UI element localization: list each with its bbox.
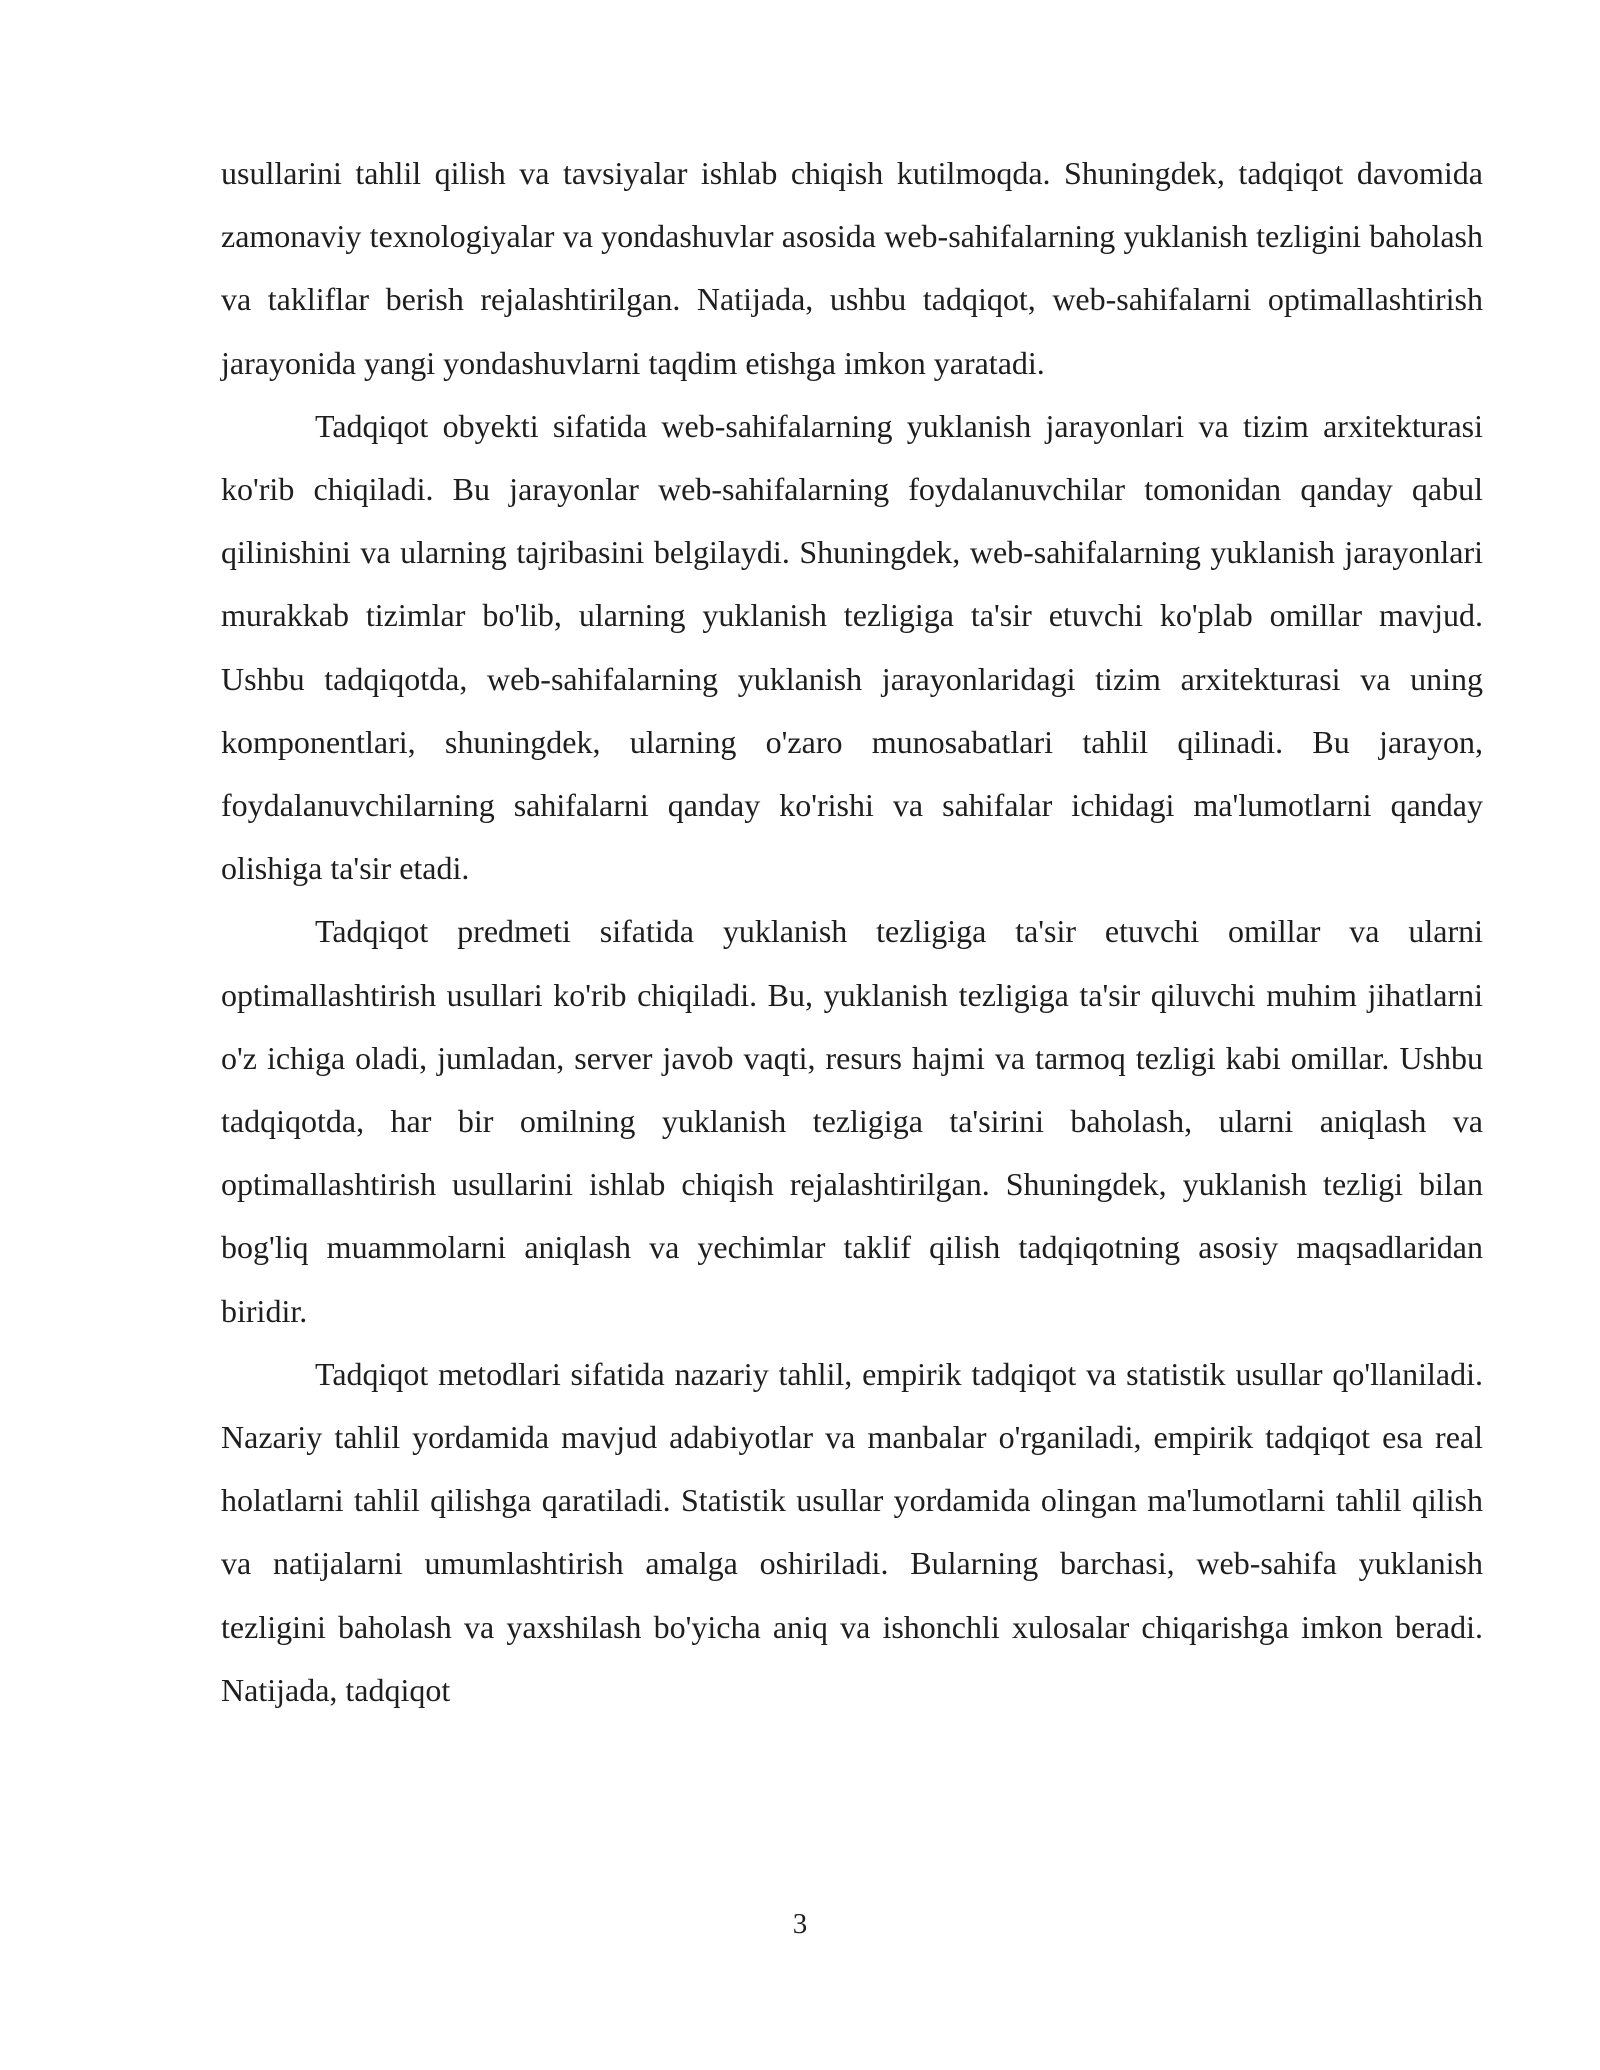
body-text [221,142,1483,1722]
paragraph-3: Tadqiqot predmeti sifatida yuklanish tezligiga ta'sir etuvchi omillar va ularni optimallashtirish usullari ko'rib chiqiladi. Bu, yuklanish tezligiga ta'sir qiluvchi muhim jihatlarni o'z ichiga oladi, jumladan, server javob vaqti, resurs hajmi va tarmoq tezligi kabi omillar. Ushbu tadqiqotda, har bir omilning yuklanish tezligiga ta'sirini baholash, ularni aniqlash va optimallashtirish usullarini ishlab chiqish rejalashtirilgan. Shuningdek, yuklanish tezligi bilan bog'liq muammolarni aniqlash va yechimlar taklif qilish tadqiqotning asosiy maqsadlaridan biridir. [221,913,1483,1329]
paragraph-2: Tadqiqot obyekti sifatida web-sahifalarning yuklanish jarayonlari va tizim arxitekturasi ko'rib chiqiladi. Bu jarayonlar web-sahifalarning foydalanuvchilar tomonidan qanday qabul qilinishini va ularning tajribasini belgilaydi. Shuningdek, web-sahifalarning yuklanish jarayonlari murakkab tizimlar bo'lib, ularning yuklanish tezligiga ta'sir etuvchi ko'plab omillar mavjud. Ushbu tadqiqotda, web-sahifalarning yuklanish jarayonlaridagi tizim arxitekturasi va uning komponentlari, shuningdek, ularning o'zaro munosabatlari tahlil qilinadi. Bu jarayon, foydalanuvchilarning sahifalarni qanday ko'rishi va sahifalar ichidagi ma'lumotlarni qanday olishiga ta'sir etadi. [221,407,1483,887]
paragraph-1: usullarini tahlil qilish va tavsiyalar ishlab chiqish kutilmoqda. Shuningdek, tadqiqot davomida zamonaviy texnologiyalar va yondashuvlar asosida web-sahifalarning yuklanish tezligini baholash va takliflar berish rejalashtirilgan. Natijada, ushbu tadqiqot, web-sahifalarni optimallashtirish jarayonida yangi yondashuvlarni taqdim etishga imkon yaratadi. [221,155,1483,381]
paragraph-4: Tadqiqot metodlari sifatida nazariy tahlil, empirik tadqiqot va statistik usullar qo'llaniladi. Nazariy tahlil yordamida mavjud adabiyotlar va manbalar o'rganiladi, empirik tadqiqot esa real holatlarni tahlil qilishga qaratiladi. Statistik usullar yordamida olingan ma'lumotlarni tahlil qilish va natijalarni umumlashtirish amalga oshiriladi. Bularning barchasi, web-sahifa yuklanish tezligini baholash va yaxshilash bo'yicha aniq va ishonchli xulosalar chiqarishga imkon beradi. Natijada, tadqiqot [221,1355,1483,1708]
page-number: 3 [792,1908,808,1940]
